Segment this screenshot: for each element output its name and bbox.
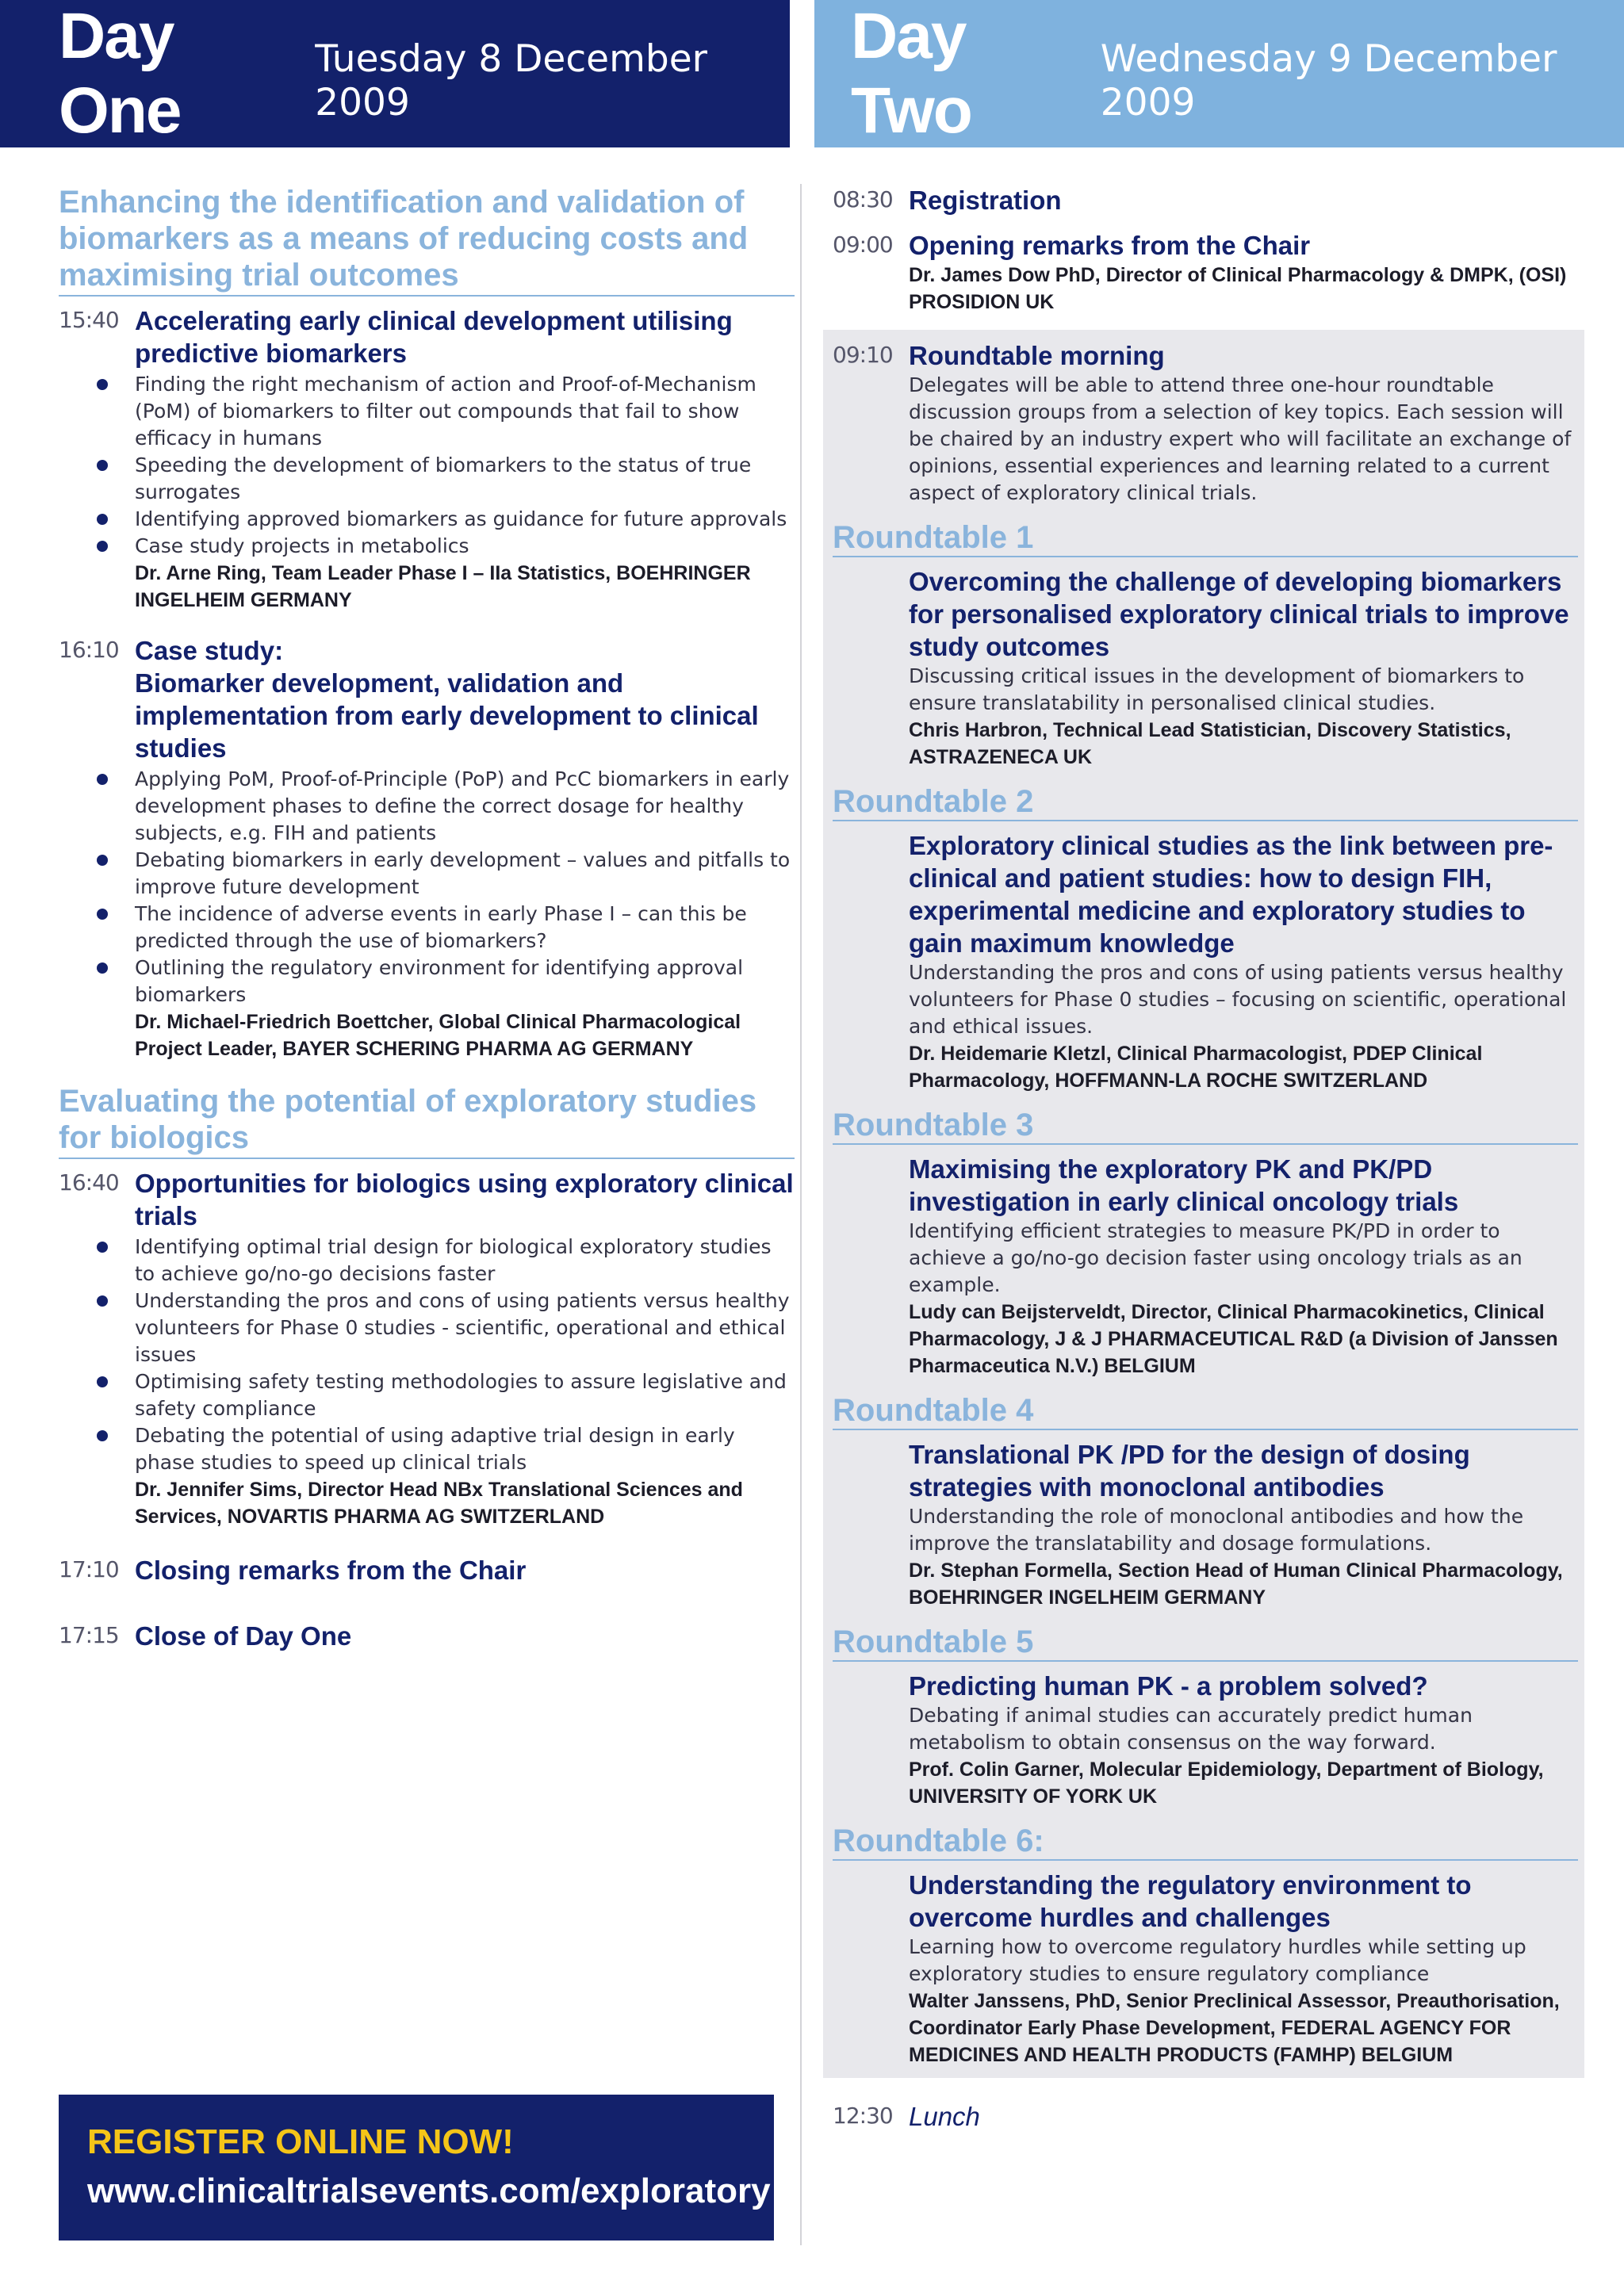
day-one-column	[59, 184, 795, 1652]
session-1540	[59, 304, 795, 614]
session-1610	[59, 634, 795, 1062]
roundtable-heading: Roundtable 6:	[833, 1823, 1578, 1861]
roundtable-description: Learning how to overcome regulatory hurdles while setting up exploratory studies to ensure regulatory compliance	[909, 1935, 1526, 1985]
bullet-list	[135, 371, 795, 560]
session-title: Close of Day One	[135, 1621, 352, 1651]
roundtable-heading: Roundtable 1	[833, 519, 1578, 557]
bullet-item: Finding the right mechanism of action and Proof-of-Mechanism (PoM) of biomarkers to filter out compounds that fail to show efficacy in humans	[135, 371, 795, 452]
bullet-dot-icon	[97, 1295, 108, 1307]
bullet-dot-icon	[97, 1430, 108, 1441]
register-url-link[interactable]: www.clinicaltrialsevents.com/exploratory	[87, 2172, 771, 2210]
session-1640	[59, 1167, 795, 1530]
session-title: Opportunities for biologics using exploratory clinical trials	[135, 1169, 794, 1230]
bullet-item: Debating biomarkers in early development – values and pitfalls to improve future development	[135, 847, 795, 901]
bullet-item: Case study projects in metabolics	[135, 533, 795, 560]
bullet-item: Identifying optimal trial design for biological exploratory studies to achieve go/no-go decisions faster	[135, 1234, 795, 1288]
speaker: Dr. Arne Ring, Team Leader Phase I – IIa Statistics, BOEHRINGER INGELHEIM GERMANY	[135, 562, 751, 611]
roundtable-title: Translational PK /PD for the design of dosing strategies with monoclonal antibodies	[909, 1440, 1470, 1502]
session-time: 09:00	[833, 232, 893, 258]
roundtable-title: Understanding the regulatory environment to overcome hurdles and challenges	[909, 1870, 1472, 1932]
session-1710	[59, 1554, 795, 1586]
section-heading-biologics: Evaluating the potential of exploratory studies for biologics	[59, 1083, 795, 1159]
roundtable-box	[823, 330, 1584, 2078]
bullet-dot-icon	[97, 541, 108, 552]
day-one-date: Tuesday 8 December 2009	[315, 37, 707, 124]
session-time: 09:10	[833, 342, 893, 368]
session-time: 16:40	[59, 1169, 119, 1196]
speaker: Ludy can Beijsterveldt, Director, Clinical Pharmacokinetics, Clinical Pharmacology, J & J PHARMACEUTICAL R&D (a Division of Janssen Pharmaceutica N.V.) BELGIUM	[909, 1301, 1558, 1377]
session-time: 08:30	[833, 186, 893, 212]
session-title: Biomarker development, validation and implementation from early development to clinical studies	[135, 668, 759, 763]
roundtable-description: Debating if animal studies can accurately predict human metabolism to obtain consensus on the way forward.	[909, 1704, 1473, 1754]
roundtable-heading: Roundtable 4	[833, 1392, 1578, 1430]
session-title: Registration	[909, 186, 1062, 215]
bullet-dot-icon	[97, 1242, 108, 1253]
bullet-dot-icon	[97, 855, 108, 866]
roundtable-description: Understanding the pros and cons of using patients versus healthy volunteers for Phase 0 studies – focusing on scientific, operational and ethical issues.	[909, 961, 1567, 1038]
roundtable-4	[833, 1392, 1578, 1611]
roundtable-3	[833, 1107, 1578, 1380]
bullet-dot-icon	[97, 1376, 108, 1387]
day-two-title: Day Two	[851, 0, 971, 147]
day-one-title: Day One	[59, 0, 181, 147]
session-title: Roundtable morning	[909, 341, 1165, 370]
session-title-prefix: Case study:	[135, 636, 284, 665]
roundtable-1	[833, 519, 1578, 771]
roundtable-5	[833, 1624, 1578, 1810]
session-time: 17:10	[59, 1556, 119, 1582]
roundtable-heading: Roundtable 3	[833, 1107, 1578, 1145]
session-1715	[59, 1620, 795, 1652]
column-divider	[800, 184, 802, 2245]
bullet-item: Speeding the development of biomarkers to the status of true surrogates	[135, 452, 795, 506]
section-heading-biomarkers: Enhancing the identification and validation of biomarkers as a means of reducing costs and maximising trial outcomes	[59, 184, 795, 297]
session-0830	[833, 184, 1584, 216]
speaker: Walter Janssens, PhD, Senior Preclinical Assessor, Preauthorisation, Coordinator Early Phase Development, FEDERAL AGENCY FOR MEDICINES AND HEALTH PRODUCTS (FAMHP) BELGIUM	[909, 1990, 1560, 2066]
session-title: Closing remarks from the Chair	[135, 1556, 527, 1585]
bullet-item: Debating the potential of using adaptive trial design in early phase studies to speed up clinical trials	[135, 1422, 795, 1476]
bullet-item: The incidence of adverse events in early Phase I – can this be predicted through the use of biomarkers?	[135, 901, 795, 955]
day-two-header	[814, 0, 1624, 147]
bullet-list	[135, 1234, 795, 1476]
speaker: Dr. James Dow PhD, Director of Clinical Pharmacology & DMPK, (OSI) PROSIDION UK	[909, 264, 1567, 313]
roundtable-description: Identifying efficient strategies to measure PK/PD in order to achieve a go/no-go decision faster using oncology trials as an example.	[909, 1219, 1522, 1296]
bullet-item: Identifying approved biomarkers as guidance for future approvals	[135, 506, 795, 533]
speaker: Prof. Colin Garner, Molecular Epidemiology, Department of Biology, UNIVERSITY OF YORK UK	[909, 1758, 1544, 1808]
roundtable-title: Predicting human PK - a problem solved?	[909, 1671, 1428, 1701]
session-title: Accelerating early clinical development utilising predictive biomarkers	[135, 306, 733, 368]
session-time: 17:15	[59, 1622, 119, 1648]
speaker: Dr. Heidemarie Kletzl, Clinical Pharmacologist, PDEP Clinical Pharmacology, HOFFMANN-LA ROCHE SWITZERLAND	[909, 1043, 1483, 1092]
roundtable-title: Exploratory clinical studies as the link between pre-clinical and patient studies: how to design FIH, experimental medicine and exploratory studies to gain maximum knowledge	[909, 831, 1553, 958]
speaker: Chris Harbron, Technical Lead Statistician, Discovery Statistics, ASTRAZENECA UK	[909, 719, 1511, 768]
day-two-date: Wednesday 9 December 2009	[1100, 37, 1557, 124]
session-0910	[833, 339, 1578, 507]
roundtable-heading: Roundtable 2	[833, 783, 1578, 821]
bullet-dot-icon	[97, 774, 108, 785]
bullet-item: Understanding the pros and cons of using patients versus healthy volunteers for Phase 0 studies - scientific, operational and ethical issues	[135, 1288, 795, 1368]
speaker: Dr. Michael-Friedrich Boettcher, Global Clinical Pharmacological Project Leader, BAYER SCHERING PHARMA AG GERMANY	[135, 1011, 741, 1060]
bullet-item: Optimising safety testing methodologies to assure legislative and safety compliance	[135, 1368, 795, 1422]
roundtable-6	[833, 1823, 1578, 2068]
session-title: Opening remarks from the Chair	[909, 231, 1311, 260]
bullet-dot-icon	[97, 460, 108, 471]
session-time: 16:10	[59, 637, 119, 663]
bullet-dot-icon	[97, 962, 108, 974]
session-time: 12:30	[833, 2103, 893, 2129]
session-0900	[833, 229, 1584, 316]
session-time: 15:40	[59, 307, 119, 333]
day-two-column	[833, 184, 1584, 2133]
roundtable-title: Maximising the exploratory PK and PK/PD investigation in early clinical oncology trials	[909, 1154, 1459, 1216]
day-one-header	[0, 0, 790, 147]
roundtable-heading: Roundtable 5	[833, 1624, 1578, 1662]
register-title: REGISTER ONLINE NOW!	[87, 2122, 514, 2161]
bullet-dot-icon	[97, 514, 108, 525]
roundtable-description: Discussing critical issues in the development of biomarkers to ensure translatability in personalised clinical studies.	[909, 664, 1525, 714]
speaker: Dr. Stephan Formella, Section Head of Human Clinical Pharmacology, BOEHRINGER INGELHEIM GERMANY	[909, 1559, 1563, 1609]
roundtable-description: Understanding the role of monoclonal antibodies and how the improve the translatability and dosage formulations.	[909, 1505, 1524, 1555]
speaker: Dr. Jennifer Sims, Director Head NBx Translational Sciences and Services, NOVARTIS PHARMA AG SWITZERLAND	[135, 1479, 743, 1528]
session-1230	[833, 2100, 1584, 2133]
session-description: Delegates will be able to attend three one-hour roundtable discussion groups from a selection of key topics. Each session will be chaired by an industry expert who will facilitate an exchange of opinions, essential experiences and learning related to a current aspect of exploratory clinical trials.	[909, 373, 1572, 504]
roundtable-title: Overcoming the challenge of developing biomarkers for personalised exploratory clinical trials to improve study outcomes	[909, 567, 1569, 661]
bullet-item: Outlining the regulatory environment for identifying approval biomarkers	[135, 955, 795, 1008]
roundtable-2	[833, 783, 1578, 1094]
bullet-item: Applying PoM, Proof-of-Principle (PoP) and PcC biomarkers in early development phases to define the correct dosage for healthy subjects, e.g. FIH and patients	[135, 766, 795, 847]
bullet-dot-icon	[97, 909, 108, 920]
register-banner[interactable]	[59, 2095, 774, 2241]
bullet-list	[135, 766, 795, 1008]
bullet-dot-icon	[97, 379, 108, 390]
session-title: Lunch	[909, 2102, 980, 2131]
